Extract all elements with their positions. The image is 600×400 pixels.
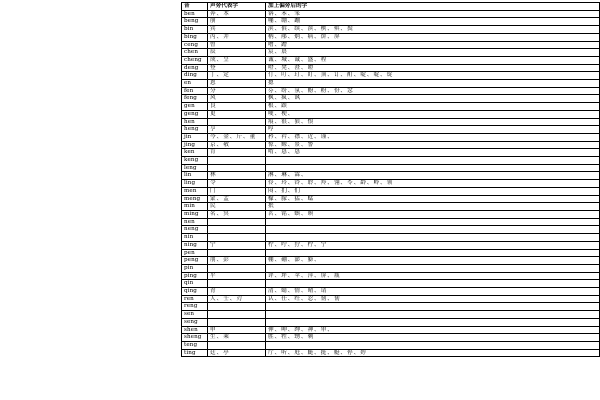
table-row xyxy=(182,280,600,288)
derived-characters-cell xyxy=(266,157,600,165)
table-row xyxy=(182,49,600,57)
phonetic-component-cell: 风 xyxy=(208,95,266,103)
derived-characters-cell xyxy=(266,234,600,242)
derived-characters-cell: 矜、衿、襟、近、谨、 xyxy=(266,133,600,141)
pinyin-cell: seng xyxy=(182,318,208,326)
phonetic-character-table xyxy=(181,2,600,357)
pinyin-cell: beng xyxy=(182,18,208,26)
derived-characters-cell: 茗、铭、螟、暝 xyxy=(266,210,600,218)
table-row xyxy=(182,41,600,49)
phonetic-component-cell: 奔、本 xyxy=(208,10,266,18)
pinyin-cell: men xyxy=(182,187,208,195)
derived-characters-cell xyxy=(266,264,600,272)
derived-characters-cell: 锛、苯、笨 xyxy=(266,10,600,18)
phonetic-component-cell: 肯 xyxy=(208,149,266,157)
phonetic-component-cell: 林 xyxy=(208,172,266,180)
table-row xyxy=(182,10,600,18)
derived-characters-cell: 评、坪、苹、萍、屏、瓶 xyxy=(266,272,600,280)
derived-characters-cell: 抿 xyxy=(266,203,600,211)
table-row xyxy=(182,272,600,280)
derived-characters-cell: 嘣、绷、蹦 xyxy=(266,18,600,26)
table-row xyxy=(182,326,600,334)
pinyin-cell: en xyxy=(182,80,208,88)
phonetic-component-cell: 令 xyxy=(208,180,266,188)
derived-characters-cell: 芬、纷、氛、酚、粉、份、忿 xyxy=(266,87,600,95)
derived-characters-cell xyxy=(266,218,600,226)
phonetic-component-cell: 更 xyxy=(208,110,266,118)
pinyin-cell: keng xyxy=(182,157,208,165)
table-row xyxy=(182,341,600,349)
pinyin-cell: neng xyxy=(182,226,208,234)
table-row xyxy=(182,141,600,149)
table-row xyxy=(182,218,600,226)
derived-characters-cell: 根、跟 xyxy=(266,103,600,111)
pinyin-cell: pin xyxy=(182,264,208,272)
phonetic-component-cell xyxy=(208,318,266,326)
phonetic-component-cell: 朋、彭 xyxy=(208,257,266,265)
header-derived-characters: 加上偏旁后的字 xyxy=(266,3,600,11)
derived-characters-cell: 厅、听、庭、蜓、挺、艇、停、婷 xyxy=(266,349,600,357)
table-row xyxy=(182,210,600,218)
phonetic-component-cell: 廷、亭 xyxy=(208,349,266,357)
phonetic-component-cell: 生、乘 xyxy=(208,334,266,342)
pinyin-cell: feng xyxy=(182,95,208,103)
pinyin-cell: leng xyxy=(182,164,208,172)
table-row xyxy=(182,110,600,118)
pinyin-cell: qin xyxy=(182,280,208,288)
pinyin-cell: shen xyxy=(182,326,208,334)
derived-characters-cell xyxy=(266,311,600,319)
pinyin-cell: geng xyxy=(182,110,208,118)
pinyin-cell: ken xyxy=(182,149,208,157)
phonetic-component-cell xyxy=(208,303,266,311)
phonetic-component-cell xyxy=(208,157,266,165)
pinyin-cell: teng xyxy=(182,341,208,349)
derived-characters-cell: 宸、晨 xyxy=(266,49,600,57)
phonetic-component-cell xyxy=(208,218,266,226)
phonetic-component-cell xyxy=(208,311,266,319)
phonetic-component-cell xyxy=(208,118,266,126)
phonetic-component-cell: 登 xyxy=(208,64,266,72)
pinyin-cell: meng xyxy=(182,195,208,203)
phonetic-component-cell: 成、呈 xyxy=(208,56,266,64)
derived-characters-cell: 哼 xyxy=(266,126,600,134)
table-row xyxy=(182,103,600,111)
pinyin-cell: nen xyxy=(182,218,208,226)
derived-characters-cell: 枫、疯、讽 xyxy=(266,95,600,103)
pinyin-cell: fen xyxy=(182,87,208,95)
pinyin-cell: cheng xyxy=(182,56,208,64)
derived-characters-cell: 啃、恳、恳 xyxy=(266,149,600,157)
table-row xyxy=(182,133,600,141)
pinyin-cell: ben xyxy=(182,10,208,18)
derived-characters-cell: 噔、凳、澄、瞪 xyxy=(266,64,600,72)
table-row xyxy=(182,187,600,195)
phonetic-component-cell: 分 xyxy=(208,87,266,95)
derived-characters-cell: 哽、梗、 xyxy=(266,110,600,118)
phonetic-component-cell: 丁、定 xyxy=(208,72,266,80)
derived-characters-cell: 诚、城、诚、盛、程 xyxy=(266,56,600,64)
phonetic-component-cell: 门 xyxy=(208,187,266,195)
header-pinyin: 音 xyxy=(182,3,208,11)
derived-characters-cell: 闷、扪、们 xyxy=(266,187,600,195)
derived-characters-cell: 认、任、纴、忍、韧、韧 xyxy=(266,295,600,303)
table-row xyxy=(182,195,600,203)
derived-characters-cell: 噌、蹭 xyxy=(266,41,600,49)
character-table-sheet xyxy=(181,2,599,398)
table-row xyxy=(182,26,600,34)
pinyin-cell: peng xyxy=(182,257,208,265)
table-row xyxy=(182,149,600,157)
pinyin-cell: sheng xyxy=(182,334,208,342)
pinyin-cell: ceng xyxy=(182,41,208,49)
derived-characters-cell: 仃、叮、玎、盯、顶、订、酊、啶、啶、锭 xyxy=(266,72,600,80)
phonetic-component-cell: 恩 xyxy=(208,80,266,88)
pinyin-cell: ren xyxy=(182,295,208,303)
derived-characters-cell: 伸、呻、绅、神、审、 xyxy=(266,326,600,334)
phonetic-component-cell xyxy=(208,264,266,272)
phonetic-component-cell: 宾 xyxy=(208,26,266,34)
pinyin-cell: ning xyxy=(182,241,208,249)
pinyin-cell: bing xyxy=(182,33,208,41)
table-row xyxy=(182,264,600,272)
phonetic-component-cell: 申 xyxy=(208,326,266,334)
pinyin-cell: gen xyxy=(182,103,208,111)
derived-characters-cell: 胜、牲、甥、剩 xyxy=(266,334,600,342)
phonetic-component-cell: 丙、并 xyxy=(208,33,266,41)
phonetic-component-cell: 曾 xyxy=(208,41,266,49)
derived-characters-cell xyxy=(266,164,600,172)
derived-characters-cell: 摁 xyxy=(266,80,600,88)
table-row xyxy=(182,172,600,180)
table-row xyxy=(182,349,600,357)
pinyin-cell: ping xyxy=(182,272,208,280)
table-row xyxy=(182,126,600,134)
derived-characters-cell: 棚、硼、澎、膨、 xyxy=(266,257,600,265)
derived-characters-cell xyxy=(266,303,600,311)
derived-characters-cell: 柄、邴、炳、病、饼、屏 xyxy=(266,33,600,41)
table-row xyxy=(182,234,600,242)
table-header-row xyxy=(182,3,600,11)
phonetic-component-cell: 京、敬 xyxy=(208,141,266,149)
table-row xyxy=(182,249,600,257)
table-row xyxy=(182,157,600,165)
phonetic-component-cell: 亨 xyxy=(208,126,266,134)
phonetic-component-cell: 蒙、孟 xyxy=(208,195,266,203)
phonetic-component-cell: 辰 xyxy=(208,49,266,57)
phonetic-component-cell xyxy=(208,164,266,172)
table-row xyxy=(182,118,600,126)
table-row xyxy=(182,180,600,188)
phonetic-component-cell: 青 xyxy=(208,288,266,296)
derived-characters-cell: 惊、鲸、景、警 xyxy=(266,141,600,149)
pinyin-cell: qing xyxy=(182,288,208,296)
derived-characters-cell: 痕、很、狠、恨 xyxy=(266,118,600,126)
phonetic-component-cell: 平 xyxy=(208,272,266,280)
table-row xyxy=(182,241,600,249)
table-row xyxy=(182,295,600,303)
pinyin-cell: ling xyxy=(182,180,208,188)
phonetic-component-cell xyxy=(208,249,266,257)
pinyin-cell: pen xyxy=(182,249,208,257)
pinyin-cell: ding xyxy=(182,72,208,80)
derived-characters-cell: 淋、琳、霖、 xyxy=(266,172,600,180)
derived-characters-cell xyxy=(266,341,600,349)
pinyin-cell: min xyxy=(182,203,208,211)
pinyin-cell: heng xyxy=(182,126,208,134)
table-row xyxy=(182,334,600,342)
derived-characters-cell: 柠、咛、狞、柠、宁 xyxy=(266,241,600,249)
phonetic-component-cell: 名、冥 xyxy=(208,210,266,218)
pinyin-cell: nin xyxy=(182,234,208,242)
phonetic-component-cell xyxy=(208,226,266,234)
derived-characters-cell: 清、蜻、情、晴、请 xyxy=(266,288,600,296)
pinyin-cell: deng xyxy=(182,64,208,72)
table-row xyxy=(182,87,600,95)
phonetic-component-cell xyxy=(208,280,266,288)
table-row xyxy=(182,64,600,72)
phonetic-component-cell: 崩 xyxy=(208,18,266,26)
pinyin-cell: jing xyxy=(182,141,208,149)
pinyin-cell: sen xyxy=(182,311,208,319)
table-row xyxy=(182,95,600,103)
pinyin-cell: reng xyxy=(182,303,208,311)
table-row xyxy=(182,56,600,64)
derived-characters-cell: 滨、傧、缤、滨、槟、殡、鬓 xyxy=(266,26,600,34)
phonetic-component-cell: 人、壬、刃 xyxy=(208,295,266,303)
table-row xyxy=(182,80,600,88)
pinyin-cell: ting xyxy=(182,349,208,357)
phonetic-component-cell: 今、金、斤、董 xyxy=(208,133,266,141)
table-row xyxy=(182,288,600,296)
pinyin-cell: bin xyxy=(182,26,208,34)
derived-characters-cell xyxy=(266,318,600,326)
table-row xyxy=(182,72,600,80)
table-row xyxy=(182,311,600,319)
phonetic-component-cell: 艮 xyxy=(208,103,266,111)
table-row xyxy=(182,33,600,41)
pinyin-cell: jin xyxy=(182,133,208,141)
derived-characters-cell: 伶、玲、铃、聆、羚、翎、苓、龄、岭、领 xyxy=(266,180,600,188)
pinyin-cell: ming xyxy=(182,210,208,218)
table-row xyxy=(182,318,600,326)
phonetic-component-cell xyxy=(208,341,266,349)
phonetic-component-cell xyxy=(208,234,266,242)
derived-characters-cell xyxy=(266,249,600,257)
table-row xyxy=(182,203,600,211)
pinyin-cell: hen xyxy=(182,118,208,126)
phonetic-component-cell: 民 xyxy=(208,203,266,211)
phonetic-component-cell: 宁 xyxy=(208,241,266,249)
derived-characters-cell xyxy=(266,280,600,288)
table-row xyxy=(182,226,600,234)
pinyin-cell: lin xyxy=(182,172,208,180)
derived-characters-cell xyxy=(266,226,600,234)
derived-characters-cell: 檬、朦、猛、蜢 xyxy=(266,195,600,203)
table-row xyxy=(182,303,600,311)
table-row xyxy=(182,164,600,172)
pinyin-cell: chen xyxy=(182,49,208,57)
header-phonetic-component: 声旁代表字 xyxy=(208,3,266,11)
table-row xyxy=(182,18,600,26)
table-row xyxy=(182,257,600,265)
